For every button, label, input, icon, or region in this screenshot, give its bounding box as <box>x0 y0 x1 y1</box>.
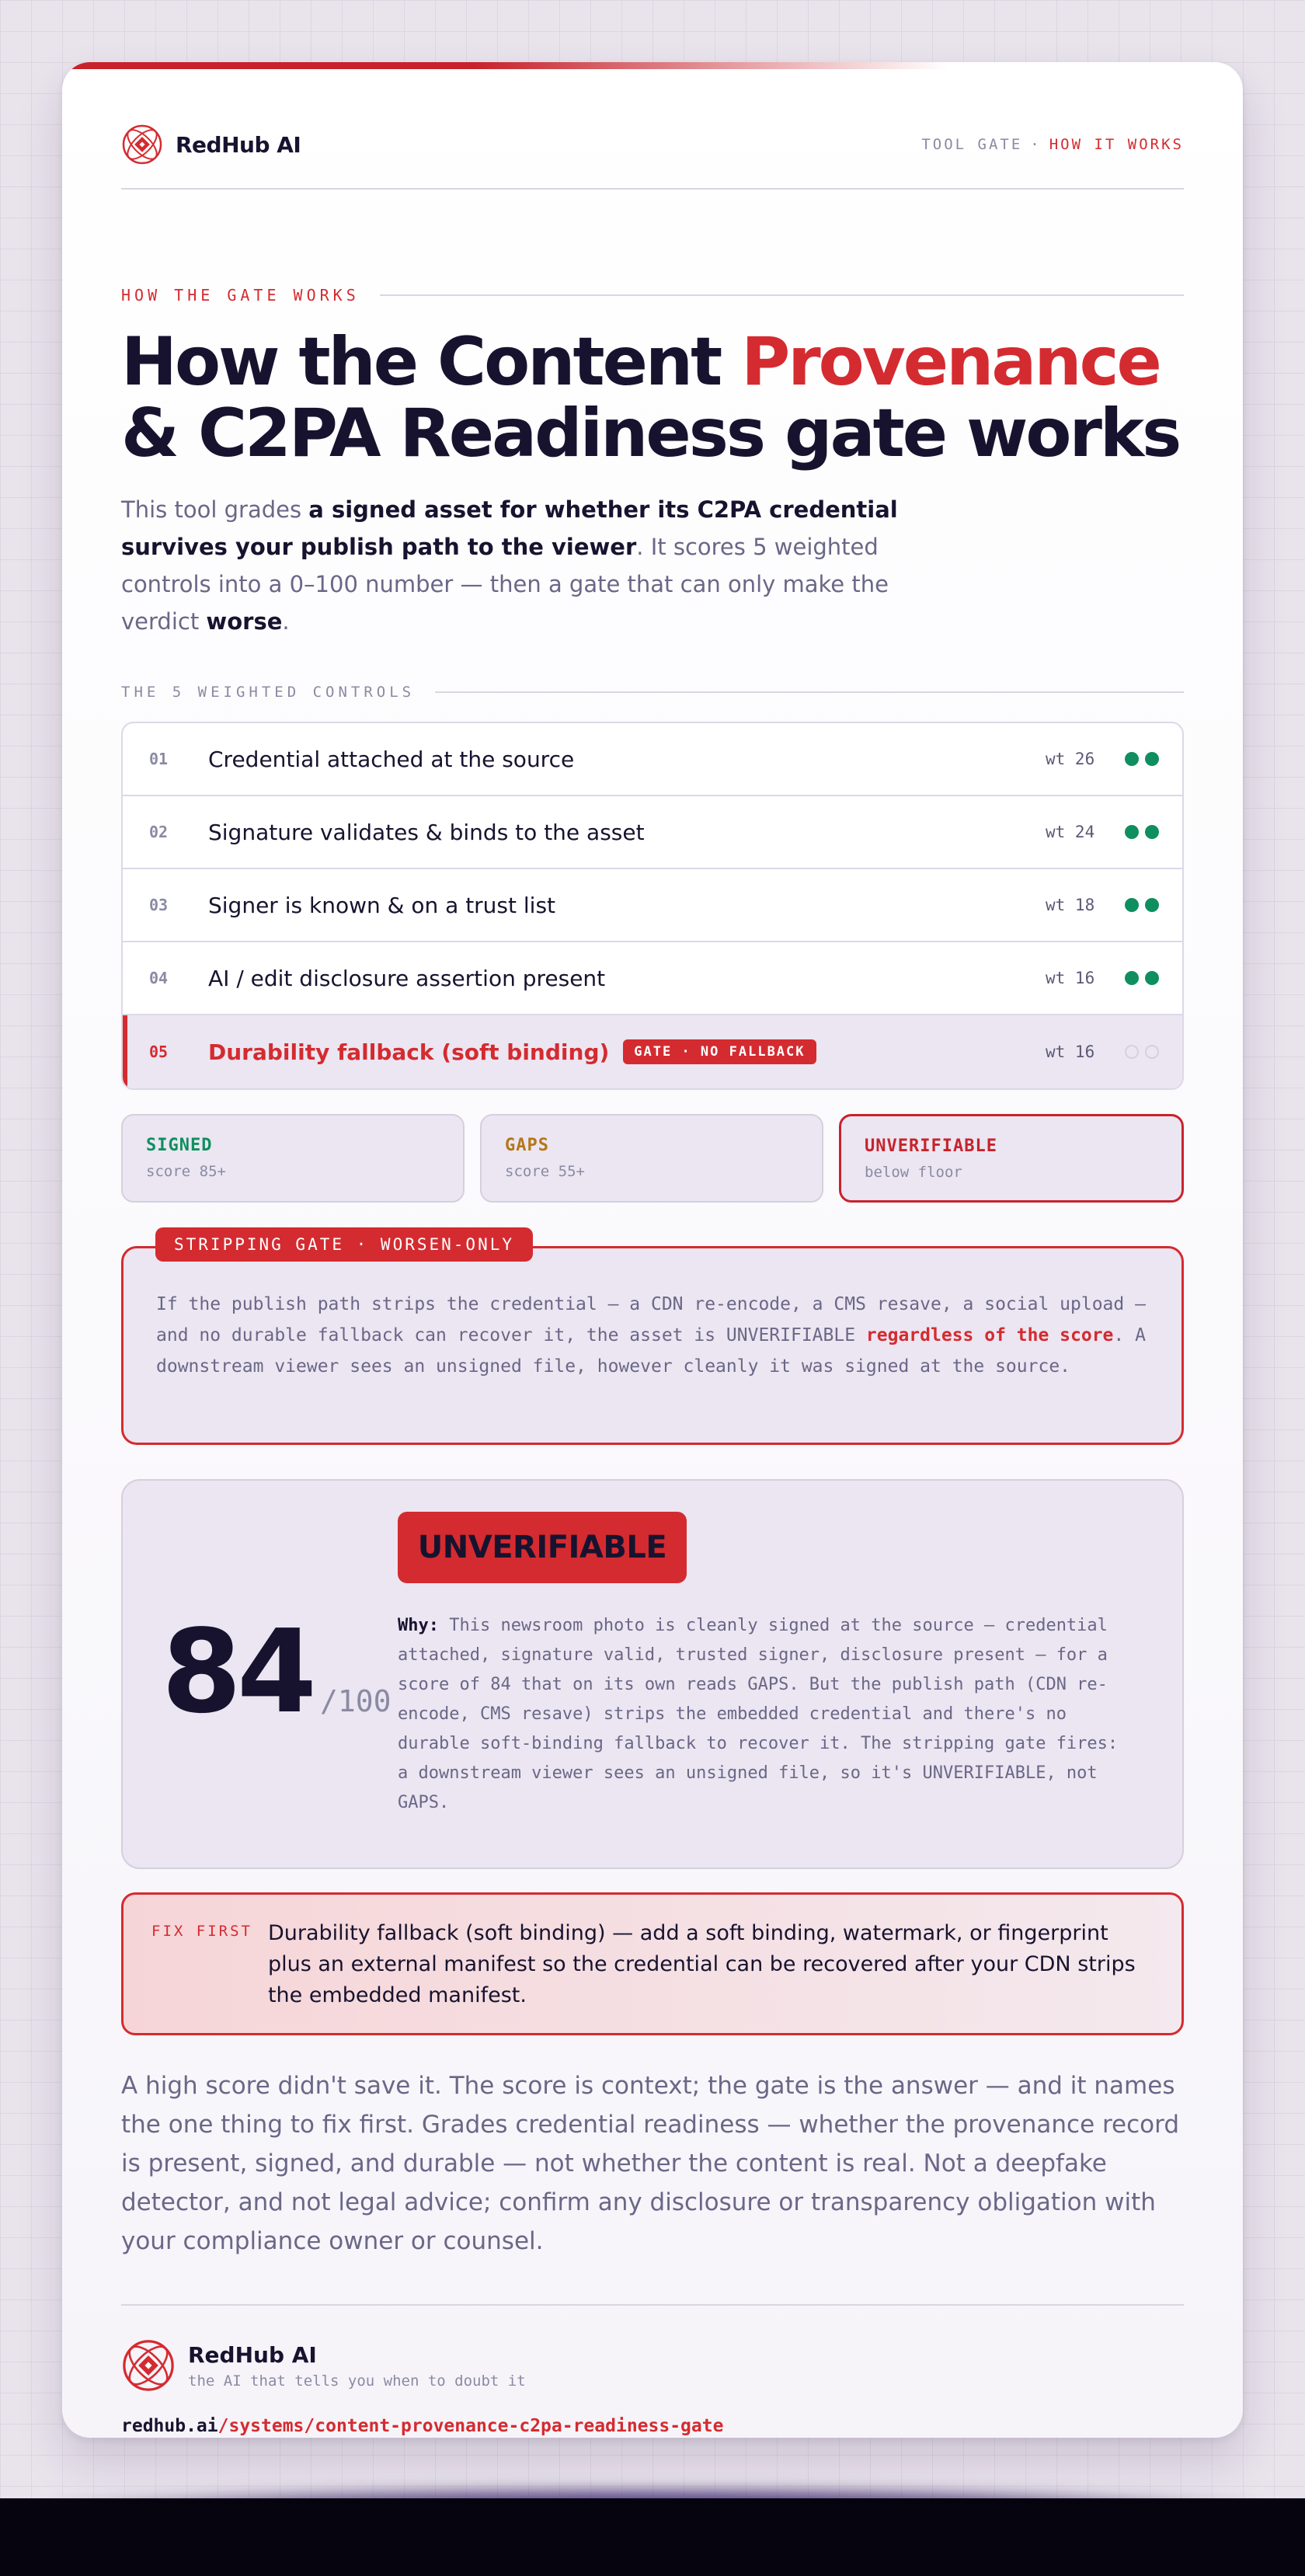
controls-list <box>121 722 1184 1090</box>
brand[interactable] <box>121 124 301 165</box>
score-denominator: /100 <box>319 1684 392 1718</box>
control-label-text: Credential attached at the source <box>208 746 575 772</box>
control-number: 04 <box>149 969 169 987</box>
title-line1-accent: Provenance <box>741 323 1160 401</box>
header <box>121 118 1184 171</box>
redhub-logo-icon <box>121 124 163 165</box>
control-weight: wt 16 <box>1046 969 1095 987</box>
fix-first-label: FIX FIRST <box>151 1923 252 1940</box>
footer-divider <box>121 2304 1184 2306</box>
intro-part3: . <box>282 608 290 635</box>
control-number: 01 <box>149 750 169 768</box>
control-label-text: Signature validates & binds to the asset <box>208 819 645 845</box>
control-status <box>1117 1045 1159 1059</box>
verdict-bands <box>121 1114 1184 1203</box>
control-label-text: AI / edit disclosure assertion present <box>208 965 606 991</box>
gate-badge: GATE · NO FALLBACK <box>623 1039 816 1064</box>
redhub-logo-icon <box>121 2338 176 2393</box>
status-dot-filled-icon <box>1145 898 1159 912</box>
nav-how-it-works[interactable]: HOW IT WORKS <box>1049 136 1184 153</box>
footer-brand-text <box>188 2342 526 2390</box>
control-label <box>208 893 1046 918</box>
score-card <box>121 1479 1184 1869</box>
control-weight: wt 16 <box>1046 1043 1095 1061</box>
control-label <box>208 1039 1046 1065</box>
header-nav <box>921 136 1184 153</box>
gate-text-part1: If the publish path strips the credential — a CDN re-encode, a CMS resave, a social upload — and no durable fallback can recover it, the asset is UNVERIFIABLE <box>156 1294 1146 1345</box>
control-weight: wt 24 <box>1046 823 1095 841</box>
intro-paragraph <box>121 491 898 640</box>
control-row <box>123 869 1182 942</box>
header-divider <box>121 188 1184 190</box>
status-dot-filled-icon <box>1125 898 1139 912</box>
closing-paragraph: A high score didn't save it. The score is context; the gate is the answer — and it names the one thing to fix first. Grades credential readiness — whether the provenance record is present, signed, and durable — not whether the content is real. Not a deepfake detector, and not legal advice; confirm any disclosure or transparency obligation with your compliance owner or counsel. <box>121 2072 1180 2255</box>
control-row <box>123 723 1182 796</box>
control-label <box>208 966 1046 991</box>
control-weight: wt 18 <box>1046 896 1095 914</box>
gate-text-highlight: regardless of the score <box>865 1325 1114 1345</box>
verdict-gaps <box>480 1114 823 1203</box>
eyebrow <box>121 286 1184 305</box>
control-label <box>208 820 1046 845</box>
intro-part1: This tool grades <box>121 496 309 523</box>
verdict-signed <box>121 1114 465 1203</box>
url-host: redhub.ai <box>121 2416 218 2436</box>
intro-bold2: worse <box>206 608 283 635</box>
gate-description <box>156 1289 1149 1382</box>
control-status <box>1117 752 1159 766</box>
control-row <box>123 942 1182 1015</box>
score-explanation <box>398 1611 1136 1818</box>
eyebrow-text: HOW THE GATE WORKS <box>121 286 360 305</box>
control-status <box>1117 898 1159 912</box>
controls-section-label <box>121 684 1184 701</box>
verdict-threshold: score 85+ <box>146 1163 226 1180</box>
status-dot-filled-icon <box>1145 825 1159 839</box>
status-dot-filled-icon <box>1125 971 1139 985</box>
intro-bold1: a signed asset for whether its C2PA credential survives your publish path to the viewer <box>121 496 898 560</box>
status-dot-filled-icon <box>1125 825 1139 839</box>
control-status <box>1117 971 1159 985</box>
why-label: Why: <box>398 1616 439 1635</box>
footer-url-link[interactable] <box>121 2416 723 2436</box>
control-weight: wt 26 <box>1046 750 1095 768</box>
status-dot-filled-icon <box>1145 752 1159 766</box>
control-row-flagged <box>123 1015 1182 1088</box>
footer-tagline: the AI that tells you when to doubt it <box>188 2372 526 2390</box>
status-dot-filled-icon <box>1145 971 1159 985</box>
control-row <box>123 796 1182 869</box>
title-line1-plain: How the Content <box>121 323 742 401</box>
control-number: 03 <box>149 896 169 914</box>
verdict-threshold: score 55+ <box>505 1163 585 1180</box>
verdict-threshold: below floor <box>865 1164 962 1181</box>
control-label <box>208 747 1046 772</box>
control-label-text: Signer is known & on a trust list <box>208 892 556 918</box>
intro-part2: . It scores 5 weighted controls into a 0–100 number — then a gate that can only make the verdict <box>121 534 889 635</box>
status-dot-empty-icon <box>1125 1045 1139 1059</box>
url-path: /systems/content-provenance-c2pa-readiness-gate <box>218 2416 724 2436</box>
stripping-gate-box <box>121 1246 1184 1445</box>
fix-first-box <box>121 1892 1184 2035</box>
control-label-text: Durability fallback (soft binding) <box>208 1039 610 1065</box>
why-text: This newsroom photo is cleanly signed at the source — credential attached, signature valid, trusted signer, disclosure present — for a score of 84 that on its own reads GAPS. But the publish path (CDN re-encode, CMS resave) strips the embedded credential and there's no durable soft-binding fallback to recover it. The stripping gate fires: a downstream viewer sees an unsigned file, so it's UNVERIFIABLE, not GAPS. <box>398 1616 1119 1812</box>
status-dot-filled-icon <box>1125 752 1139 766</box>
verdict-unverifiable <box>839 1114 1184 1203</box>
card-accent-bar <box>62 62 1243 69</box>
score-value: 84 <box>162 1605 312 1739</box>
verdict-name: SIGNED <box>146 1136 213 1155</box>
footer-brand[interactable] <box>121 2338 526 2393</box>
main-card <box>62 62 1243 2438</box>
verdict-pill: UNVERIFIABLE <box>398 1512 687 1583</box>
controls-label-line <box>435 691 1184 693</box>
gate-text-part2: . A downstream viewer sees an unsigned file, however cleanly it was signed at the source. <box>156 1325 1146 1377</box>
verdict-name: GAPS <box>505 1136 549 1155</box>
control-status <box>1117 825 1159 839</box>
verdict-name: UNVERIFIABLE <box>865 1137 997 1156</box>
page-bottom-band <box>0 2498 1305 2576</box>
score-display <box>162 1605 392 1739</box>
controls-label-text: THE 5 WEIGHTED CONTROLS <box>121 684 416 701</box>
control-number: 02 <box>149 823 169 841</box>
footer-brand-name: RedHub AI <box>188 2341 317 2368</box>
control-number: 05 <box>149 1043 169 1061</box>
page-title <box>121 323 1184 472</box>
stripping-gate-tag: STRIPPING GATE · WORSEN-ONLY <box>155 1227 533 1262</box>
eyebrow-line <box>380 294 1184 296</box>
nav-separator: · <box>1030 136 1042 153</box>
title-line2: & C2PA Readiness gate works <box>121 395 1180 472</box>
fix-first-text: Durability fallback (soft binding) — add a soft binding, watermark, or fingerprint plus an external manifest so the credential can be recovered after your CDN strips the embedded manifest. <box>267 1921 1136 2007</box>
status-dot-empty-icon <box>1145 1045 1159 1059</box>
nav-tool-gate[interactable]: TOOL GATE <box>921 136 1023 153</box>
brand-name: RedHub AI <box>176 131 301 158</box>
